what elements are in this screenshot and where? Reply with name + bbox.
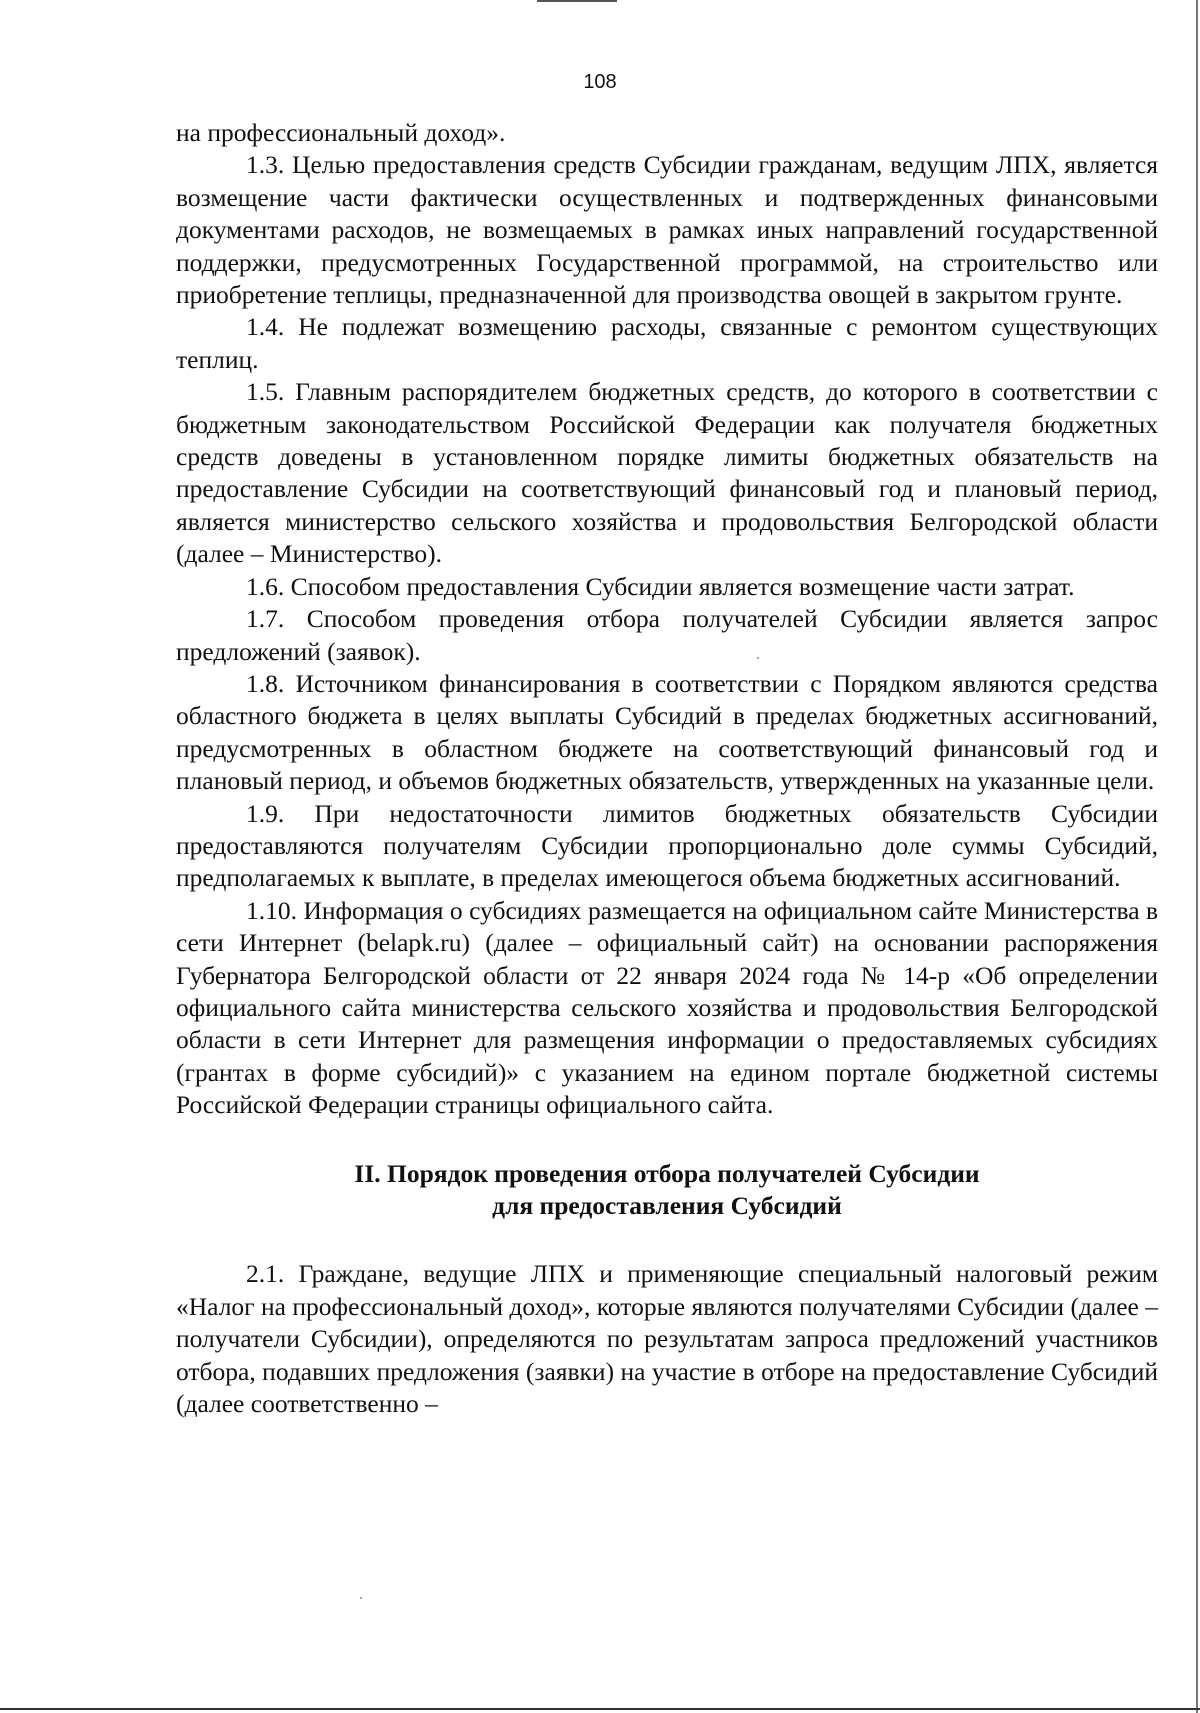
paragraph-1-9: 1.9. При недостаточности лимитов бюджетных обязательств Субсидии предоставляются получателям Субсидии пропорционально доле суммы Субсидий, предполагаемых к выплате, в пределах имеющегося объема бюджетных ассигнований. [176,798,1158,893]
paragraph-1-6: 1.6. Способом предоставления Субсидии является возмещение части затрат. [246,571,1075,601]
paragraph-1-4: 1.4. Не подлежат возмещению расходы, связанные с ремонтом существующих теплиц. [176,312,1158,374]
scan-artifact-top [537,0,617,2]
section-heading [176,1158,1158,1223]
paragraph-intro-tail: на профессиональный доход». [176,118,506,147]
paragraph-1-5: 1.5. Главным распорядителем бюджетных средств, до которого в соответствии с бюджетным законодательством Российской Федерации как получателя бюджетных средств доведены в установленном порядке лимиты бюджетных обязательств на предоставление Субсидии на соответствующий финансовый год и плановый период, является министерство сельского хозяйства и продовольствия Белгородской области (далее – Министерство). [176,377,1158,569]
section-heading-line-1: II. Порядок проведения отбора получателей Субсидии [354,1158,980,1188]
section-2-body [176,1258,1158,1420]
paragraph-1-10: 1.10. Информация о субсидиях размещается на официальном сайте Министерства в сети Интернет (belapk.ru) (далее – официальный сайт) на основании распоряжения Губернатора Белгородской области от 22 января 2024 года № 14-р «Об определении официального сайта министерства сельского хозяйства и продовольствия Белгородской области в сети Интернет для размещения информации о предоставляемых субсидиях (грантах в форме субсидий)» с указанием на едином портале бюджетной системы Российской Федерации страницы официального сайта. [176,895,1158,1120]
paragraph-1-3: 1.3. Целью предоставления средств Субсидии гражданам, ведущим ЛПХ, является возмещение части фактически осуществленных и подтвержденных финансовыми документами расходов, не возмещаемых в рамках иных направлений государственной поддержки, предусмотренных Государственной программой, на строительство или приобретение теплицы, предназначенной для производства овощей в закрытом грунте. [176,150,1158,310]
paragraph-2-1: 2.1. Граждане, ведущие ЛПХ и применяющие специальный налоговый режим «Налог на профессиональный доход», которые являются получателями Субсидии (далее – получатели Субсидии), определяются по результатам запроса предложений участников отбора, подавших предложения (заявки) на участие в отборе на предоставление Субсидий (далее соответственно – [176,1259,1158,1419]
document-body [176,117,1158,1420]
section-1-continuation [176,117,1158,1122]
paragraph-1-8: 1.8. Источником финансирования в соответствии с Порядком являются средства областного бюджета в целях выплаты Субсидий в пределах бюджетных ассигнований, предусмотренных в областном бюджете на соответствующий финансовый год и плановый период, и объемов бюджетных обязательств, утвержденных на указанные цели. [176,668,1158,796]
scan-edge-bottom [0,1708,1200,1710]
scan-edge-right [1196,0,1198,1713]
scan-speck [757,657,759,659]
section-heading-line-2: для предоставления Субсидий [492,1191,842,1220]
page-number: 108 [583,71,617,93]
paragraph-1-7: 1.7. Способом проведения отбора получателей Субсидии является запрос предложений (заявок). [176,604,1158,666]
scan-speck [360,1597,362,1599]
